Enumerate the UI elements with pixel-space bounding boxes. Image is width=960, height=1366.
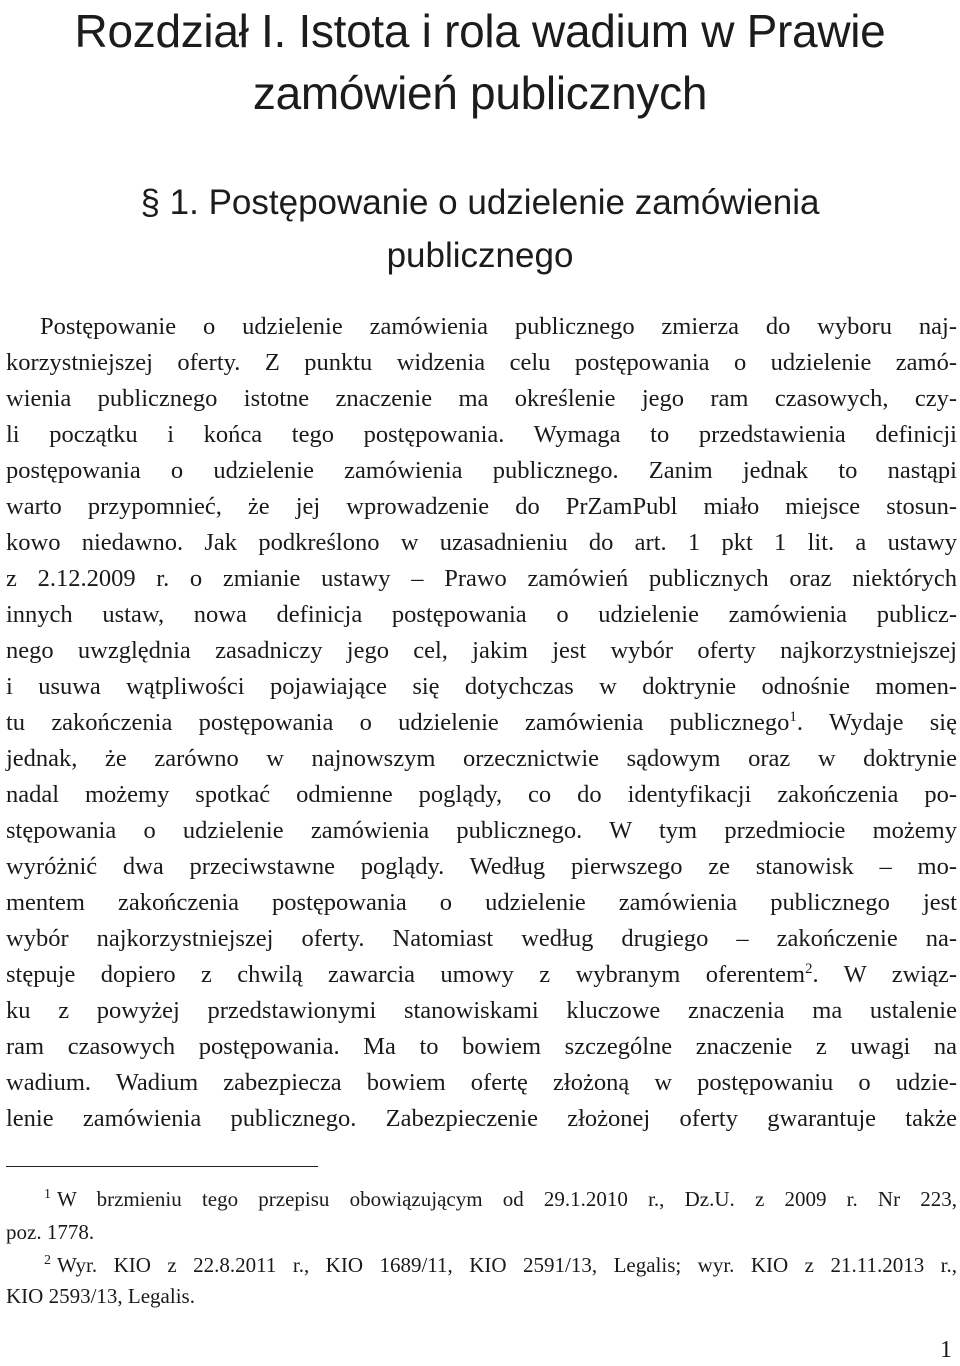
body-line: wybór najkorzystniejszej oferty. Natomiast według drugiego – zakończenie na- xyxy=(6,925,957,952)
body-line: korzystniejszej oferty. Z punktu widzenia celu postępowania o udzielenie zamó- xyxy=(6,349,957,376)
body-line: wadium. Wadium zabezpiecza bowiem ofertę złożoną w postępowaniu o udzie- xyxy=(6,1069,957,1096)
footnote-2-line-1 xyxy=(44,1249,957,1281)
footnote-ref[interactable]: 1 xyxy=(789,709,797,725)
body-line: wyróżnić dwa przeciwstawne poglądy. Według pierwszego ze stanowisk – mo- xyxy=(6,853,957,880)
section-title-line-1: § 1. Postępowanie o udzielenie zamówienia xyxy=(140,183,820,222)
body-line-tail: . W związ- xyxy=(812,961,957,988)
body-line: li początku i końca tego postępowania. Wymaga to przedstawienia definicji xyxy=(6,421,957,448)
body-line: kowo niedawno. Jak podkreślono w uzasadnieniu do art. 1 pkt 1 lit. a ustawy xyxy=(6,529,957,556)
footnote-number: 1 xyxy=(44,1187,51,1202)
body-line-text: tu zakończenia postępowania o udzielenie zamówienia publicznego xyxy=(6,709,790,736)
body-line-text: stępuje dopiero z chwilą zawarcia umowy z wybranym oferentem xyxy=(6,961,806,988)
footnote-separator xyxy=(6,1166,318,1167)
body-line: ku z powyżej przedstawionymi stanowiskami kluczowe znaczenia ma ustalenie xyxy=(6,997,957,1024)
body-line: mentem zakończenia postępowania o udzielenie zamówienia publicznego jest xyxy=(6,889,957,916)
body-line-tail: . Wydaje się xyxy=(796,709,957,736)
body-line: innych ustaw, nowa definicja postępowania o udzielenie zamówienia publicz- xyxy=(6,601,957,628)
chapter-title-line-1: Rozdział I. Istota i rola wadium w Prawie xyxy=(74,5,886,57)
footnote-2-line-2: KIO 2593/13, Legalis. xyxy=(6,1284,195,1308)
chapter-title-line-2: zamówień publicznych xyxy=(252,67,708,119)
section-title-line-2: publicznego xyxy=(386,236,574,275)
body-line: nadal możemy spotkać odmienne poglądy, co do identyfikacji zakończenia po- xyxy=(6,781,957,808)
body-line: nego uwzględnia zasadniczy jego cel, jakim jest wybór oferty najkorzystniejszej xyxy=(6,637,957,664)
footnote-ref[interactable]: 2 xyxy=(805,961,813,977)
body-line: i usuwa wątpliwości pojawiające się dotychczas w doktrynie odnośnie momen- xyxy=(6,673,957,700)
body-line: ram czasowych postępowania. Ma to bowiem szczególne znaczenie z uwagi na xyxy=(6,1033,957,1060)
footnote-text: W brzmieniu tego przepisu obowiązującym od 29.1.2010 r., Dz.U. z 2009 r. Nr 223, xyxy=(57,1187,957,1211)
section-title xyxy=(0,176,960,282)
body-line: warto przypomnieć, że jej wprowadzenie do PrZamPubl miało miejsce stosun- xyxy=(6,493,957,520)
footnote-1-line-2: poz. 1778. xyxy=(6,1220,95,1244)
chapter-title xyxy=(0,0,960,124)
body-line: postępowania o udzielenie zamówienia publicznego. Zanim jednak to nastąpi xyxy=(6,457,957,484)
body-line: z 2.12.2009 r. o zmianie ustawy – Prawo zamówień publicznych oraz niektórych xyxy=(6,565,957,592)
body-line: lenie zamówienia publicznego. Zabezpieczenie złożonej oferty gwarantuje także xyxy=(6,1105,957,1132)
body-line xyxy=(6,706,957,740)
footnote-1-line-1 xyxy=(44,1183,957,1215)
body-line: jednak, że zarówno w najnowszym orzecznictwie sądowym oraz w doktrynie xyxy=(6,745,957,772)
footnote-text: Wyr. KIO z 22.8.2011 r., KIO 1689/11, KIO 2591/13, Legalis; wyr. KIO z 21.11.2013 r., xyxy=(57,1253,957,1277)
page-number: 1 xyxy=(940,1337,952,1363)
body-line xyxy=(6,958,957,992)
body-line: stępowania o udzielenie zamówienia publicznego. W tym przedmiocie możemy xyxy=(6,817,957,844)
body-line: Postępowanie o udzielenie zamówienia publicznego zmierza do wyboru naj- xyxy=(40,313,957,340)
body-line: wienia publicznego istotne znaczenie ma określenie jego ram czasowych, czy- xyxy=(6,385,957,412)
footnote-number: 2 xyxy=(44,1253,51,1268)
